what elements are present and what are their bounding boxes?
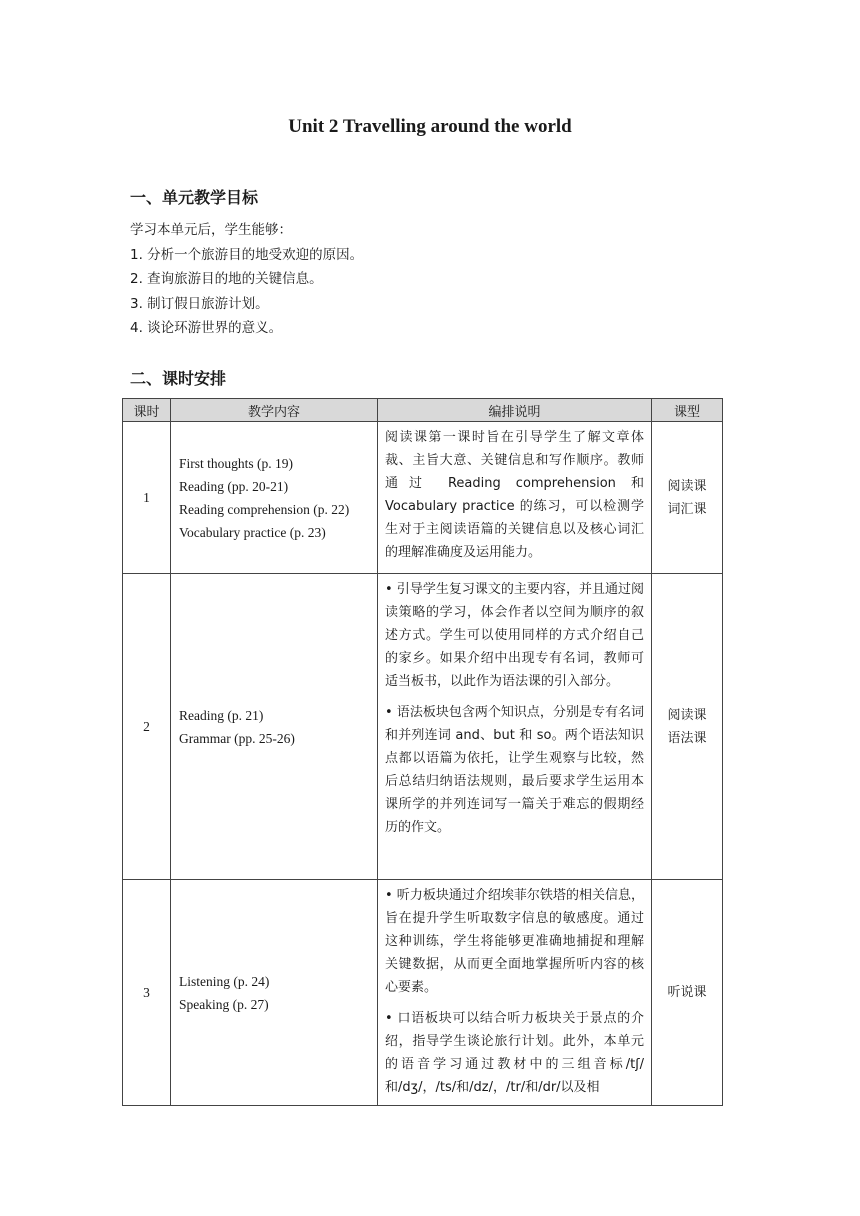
lesson-number: 1 — [123, 422, 171, 574]
content-item: Reading (p. 21) — [179, 707, 264, 723]
schedule-table — [122, 398, 723, 1106]
lesson-type — [652, 422, 723, 574]
description-paragraph: • 听力板块通过介绍埃菲尔铁塔的相关信息，旨在提升学生听取数字信息的敏感度。通过这种训练，学生将能够更准确地捕捉和理解关键数据，从而更全面地掌握所听内容的核心要素。 — [385, 888, 644, 995]
type-item: 语法课 — [667, 730, 707, 746]
lesson-description — [378, 880, 652, 1106]
page-title: Unit 2 Travelling around the world — [288, 116, 572, 137]
header-cell: 课时 — [123, 399, 171, 422]
lesson-type — [652, 574, 723, 880]
table-row — [123, 574, 723, 880]
content-item: Grammar (pp. 25-26) — [179, 730, 295, 746]
description-paragraph: • 口语板块可以结合听力板块关于景点的介绍，指导学生谈论旅行计划。此外，本单元的语音学习通过教材中的三组音标/tʃ/和/dʒ/，/ts/和/dz/，/tr/和/dr/以及相 — [385, 1011, 644, 1095]
lesson-content — [171, 422, 378, 574]
section-heading-schedule: 二、课时安排 — [130, 369, 227, 388]
header-cell: 课型 — [652, 399, 723, 422]
description-paragraph: • 引导学生复习课文的主要内容，并且通过阅读策略的学习，体会作者以空间为顺序的叙述方式。学生可以使用同样的方式介绍自己的家乡。如果介绍中出现专有名词，教师可适当板书，以此作为语法课的引入部分。 — [385, 582, 644, 689]
content-item: First thoughts (p. 19) — [179, 455, 294, 471]
content-item: Reading comprehension (p. 22) — [179, 501, 350, 517]
lesson-number: 3 — [123, 880, 171, 1106]
goal-item: 4. 谈论环游世界的意义。 — [130, 320, 283, 336]
lesson-number: 2 — [123, 574, 171, 880]
table-row — [123, 422, 723, 574]
header-cell: 教学内容 — [171, 399, 378, 422]
description-paragraph: • 语法板块包含两个知识点，分别是专有名词和并列连词 and、but 和 so。两个语法知识点都以语篇为依托，让学生观察与比较，然后总结归纳语法规则，最后要求学生运用本课所学的并列连词写一篇关于难忘的假期经历的作文。 — [385, 705, 644, 835]
content-item: Reading (pp. 20-21) — [179, 478, 289, 494]
lesson-description — [378, 422, 652, 574]
type-item: 阅读课 — [667, 478, 707, 494]
goals-intro: 学习本单元后，学生能够： — [130, 222, 292, 238]
goal-item: 1. 分析一个旅游目的地受欢迎的原因。 — [130, 246, 364, 263]
lesson-description — [378, 574, 652, 880]
type-item: 阅读课 — [667, 707, 707, 723]
description-paragraph: 阅读课第一课时旨在引导学生了解文章体裁、主旨大意、关键信息和写作顺序。教师通过 Reading comprehension 和 Vocabulary practice 的练习，可以检测学生对于主阅读语篇的关键信息以及核心词汇的理解准确度及运用能力。 — [385, 430, 644, 560]
goal-item: 3. 制订假日旅游计划。 — [130, 295, 269, 312]
goal-item: 2. 查询旅游目的地的关键信息。 — [130, 271, 323, 287]
type-item: 词汇课 — [667, 501, 707, 517]
type-item: 听说课 — [667, 985, 707, 1000]
lesson-content — [171, 574, 378, 880]
content-item: Listening (p. 24) — [179, 973, 270, 989]
lesson-type — [652, 880, 723, 1106]
content-item: Vocabulary practice (p. 23) — [179, 524, 326, 540]
goals-block — [130, 218, 363, 341]
lesson-content — [171, 880, 378, 1106]
content-item: Speaking (p. 27) — [179, 996, 269, 1012]
table-header-row — [123, 399, 723, 422]
section-heading-goals: 一、单元教学目标 — [130, 188, 259, 207]
table-row — [123, 880, 723, 1106]
header-cell: 编排说明 — [378, 399, 652, 422]
